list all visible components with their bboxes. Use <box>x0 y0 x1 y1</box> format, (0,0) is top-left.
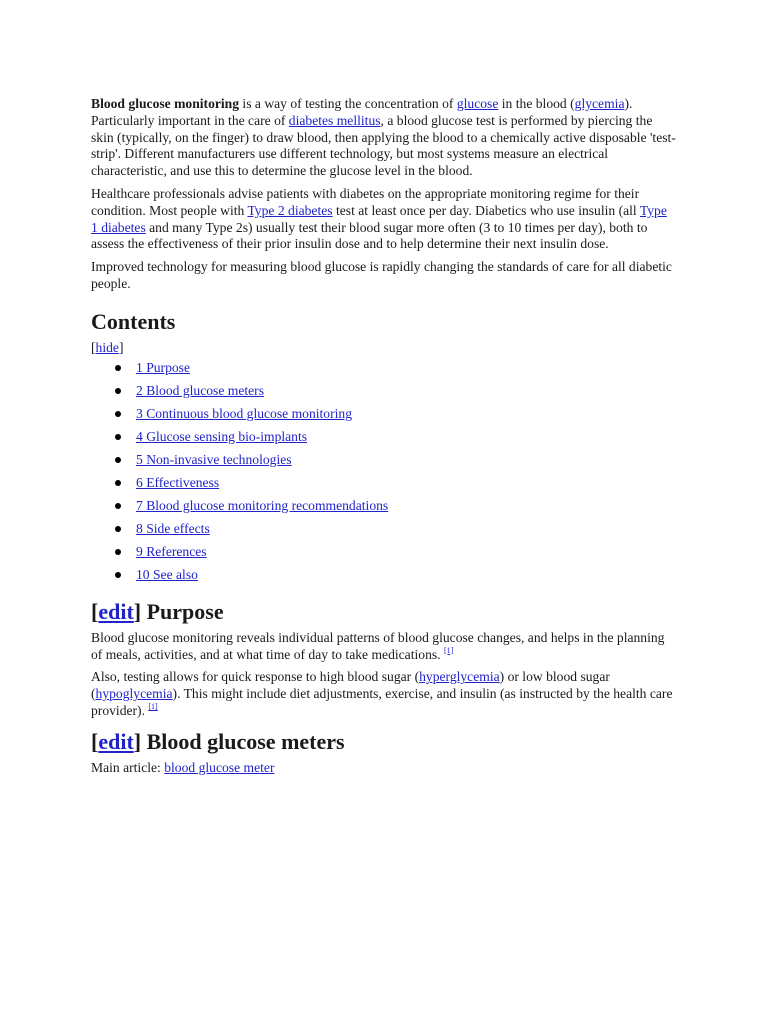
toc-item <box>136 498 676 521</box>
reference-link[interactable]: [1] <box>443 645 454 655</box>
toc-open-bracket: [ <box>91 339 96 355</box>
type-1-diabetes-link[interactable]: Type 1 diabetes <box>91 202 667 235</box>
toc-item <box>136 567 676 590</box>
bullet-icon <box>115 549 121 555</box>
reference-link[interactable]: [1] <box>148 701 158 711</box>
bullet-icon <box>115 434 121 440</box>
toc-link-blood-glucose-meters[interactable]: 2 Blood glucose meters <box>136 382 264 398</box>
bullet-icon <box>115 503 121 509</box>
intro-text: in the blood ( <box>498 96 575 111</box>
toc-item <box>136 406 676 429</box>
intro-text: is a way of testing the concentration of <box>239 96 457 111</box>
section-heading-meters <box>91 729 676 755</box>
intro-text: , a blood glucose test is performed by piercing the skin (typically, on the finger) to draw blood, then applying the blood to a chemically active disposable 'test-strip'. Different manufacturers use different technology, but most systems measure an electrical characteristic, and use this to determine the glucose level in the blood. <box>91 112 676 179</box>
purpose-text: ) or low blood sugar ( <box>91 669 610 702</box>
edit-close-bracket: ] <box>133 728 142 754</box>
section-heading-purpose <box>91 599 676 625</box>
table-of-contents <box>91 360 676 590</box>
toc-item <box>136 521 676 544</box>
intro-text: Healthcare professionals advise patients with diabetes on the appropriate monitoring regime for their condition. Most people with <box>91 185 640 218</box>
toc-close-bracket: ] <box>118 339 124 355</box>
purpose-paragraph-1 <box>91 630 676 664</box>
intro-text: and many Type 2s) usually test their blood sugar more often (3 to 10 times per day), both to assess the effectiveness of their prior insulin dose and to help determine their next insulin dose. <box>91 219 648 252</box>
hyperglycemia-link[interactable]: hyperglycemia <box>419 669 500 685</box>
edit-open-bracket: [ <box>91 728 99 754</box>
bullet-icon <box>115 526 121 532</box>
purpose-paragraph-2 <box>91 669 676 719</box>
toc-hide-link[interactable]: hide <box>95 339 119 355</box>
toc-link-effectiveness[interactable]: 6 Effectiveness <box>136 474 220 490</box>
glucose-link[interactable]: glucose <box>456 96 499 111</box>
contents-title: Contents <box>91 308 176 334</box>
intro-paragraph-2 <box>91 186 676 253</box>
toc-link-continuous-monitoring[interactable]: 3 Continuous blood glucose monitoring <box>136 405 352 421</box>
toc-link-purpose[interactable]: 1 Purpose <box>136 359 190 375</box>
intro-paragraph-3: Improved technology for measuring blood glucose is rapidly changing the standards of care for all diabetic people. <box>91 259 672 291</box>
purpose-text: ). This might include diet adjustments, exercise, and insulin (as instructed by the health care provider). <box>91 686 673 718</box>
edit-open-bracket: [ <box>91 598 99 624</box>
toc-item <box>136 360 676 383</box>
bullet-icon <box>115 365 121 371</box>
toc-link-bio-implants[interactable]: 4 Glucose sensing bio-implants <box>136 428 308 444</box>
article-body <box>91 96 676 783</box>
edit-link-purpose[interactable]: edit <box>98 598 134 624</box>
bullet-icon <box>115 480 121 486</box>
toc-toggle <box>91 340 676 356</box>
intro-text: ). Particularly important in the care of <box>91 96 633 128</box>
section-title: Blood glucose meters <box>141 728 345 754</box>
toc-link-non-invasive[interactable]: 5 Non-invasive technologies <box>136 451 292 467</box>
edit-close-bracket: ] <box>133 598 142 624</box>
toc-item <box>136 383 676 406</box>
bullet-icon <box>115 388 121 394</box>
toc-item <box>136 429 676 452</box>
main-article-label: Main article: <box>91 759 165 775</box>
hypoglycemia-link[interactable]: hypoglycemia <box>95 686 173 702</box>
toc-link-recommendations[interactable]: 7 Blood glucose monitoring recommendations <box>136 497 389 513</box>
article-subject: Blood glucose monitoring <box>91 96 240 111</box>
purpose-text: Also, testing allows for quick response to high blood sugar ( <box>91 669 420 685</box>
toc-item <box>136 452 676 475</box>
bullet-icon <box>115 572 121 578</box>
toc-item <box>136 475 676 498</box>
edit-link-meters[interactable]: edit <box>98 728 134 754</box>
section-title: Purpose <box>141 598 224 624</box>
type-2-diabetes-link[interactable]: Type 2 diabetes <box>247 202 333 218</box>
bullet-icon <box>115 457 121 463</box>
bullet-icon <box>115 411 121 417</box>
glycemia-link[interactable]: glycemia <box>574 96 625 111</box>
main-article-note <box>91 760 676 777</box>
purpose-text: Blood glucose monitoring reveals individual patterns of blood glucose changes, and helps in the planning of meals, activities, and at what time of day to take medications. <box>91 629 665 662</box>
intro-paragraph-1 <box>91 96 676 180</box>
intro-text: test at least once per day. Diabetics who use insulin (all <box>332 202 640 218</box>
toc-link-see-also[interactable]: 10 See also <box>136 566 198 582</box>
toc-link-side-effects[interactable]: 8 Side effects <box>136 520 210 536</box>
toc-link-references[interactable]: 9 References <box>136 543 207 559</box>
blood-glucose-meter-link[interactable]: blood glucose meter <box>164 759 275 775</box>
toc-item <box>136 544 676 567</box>
diabetes-mellitus-link[interactable]: diabetes mellitus <box>288 112 381 128</box>
